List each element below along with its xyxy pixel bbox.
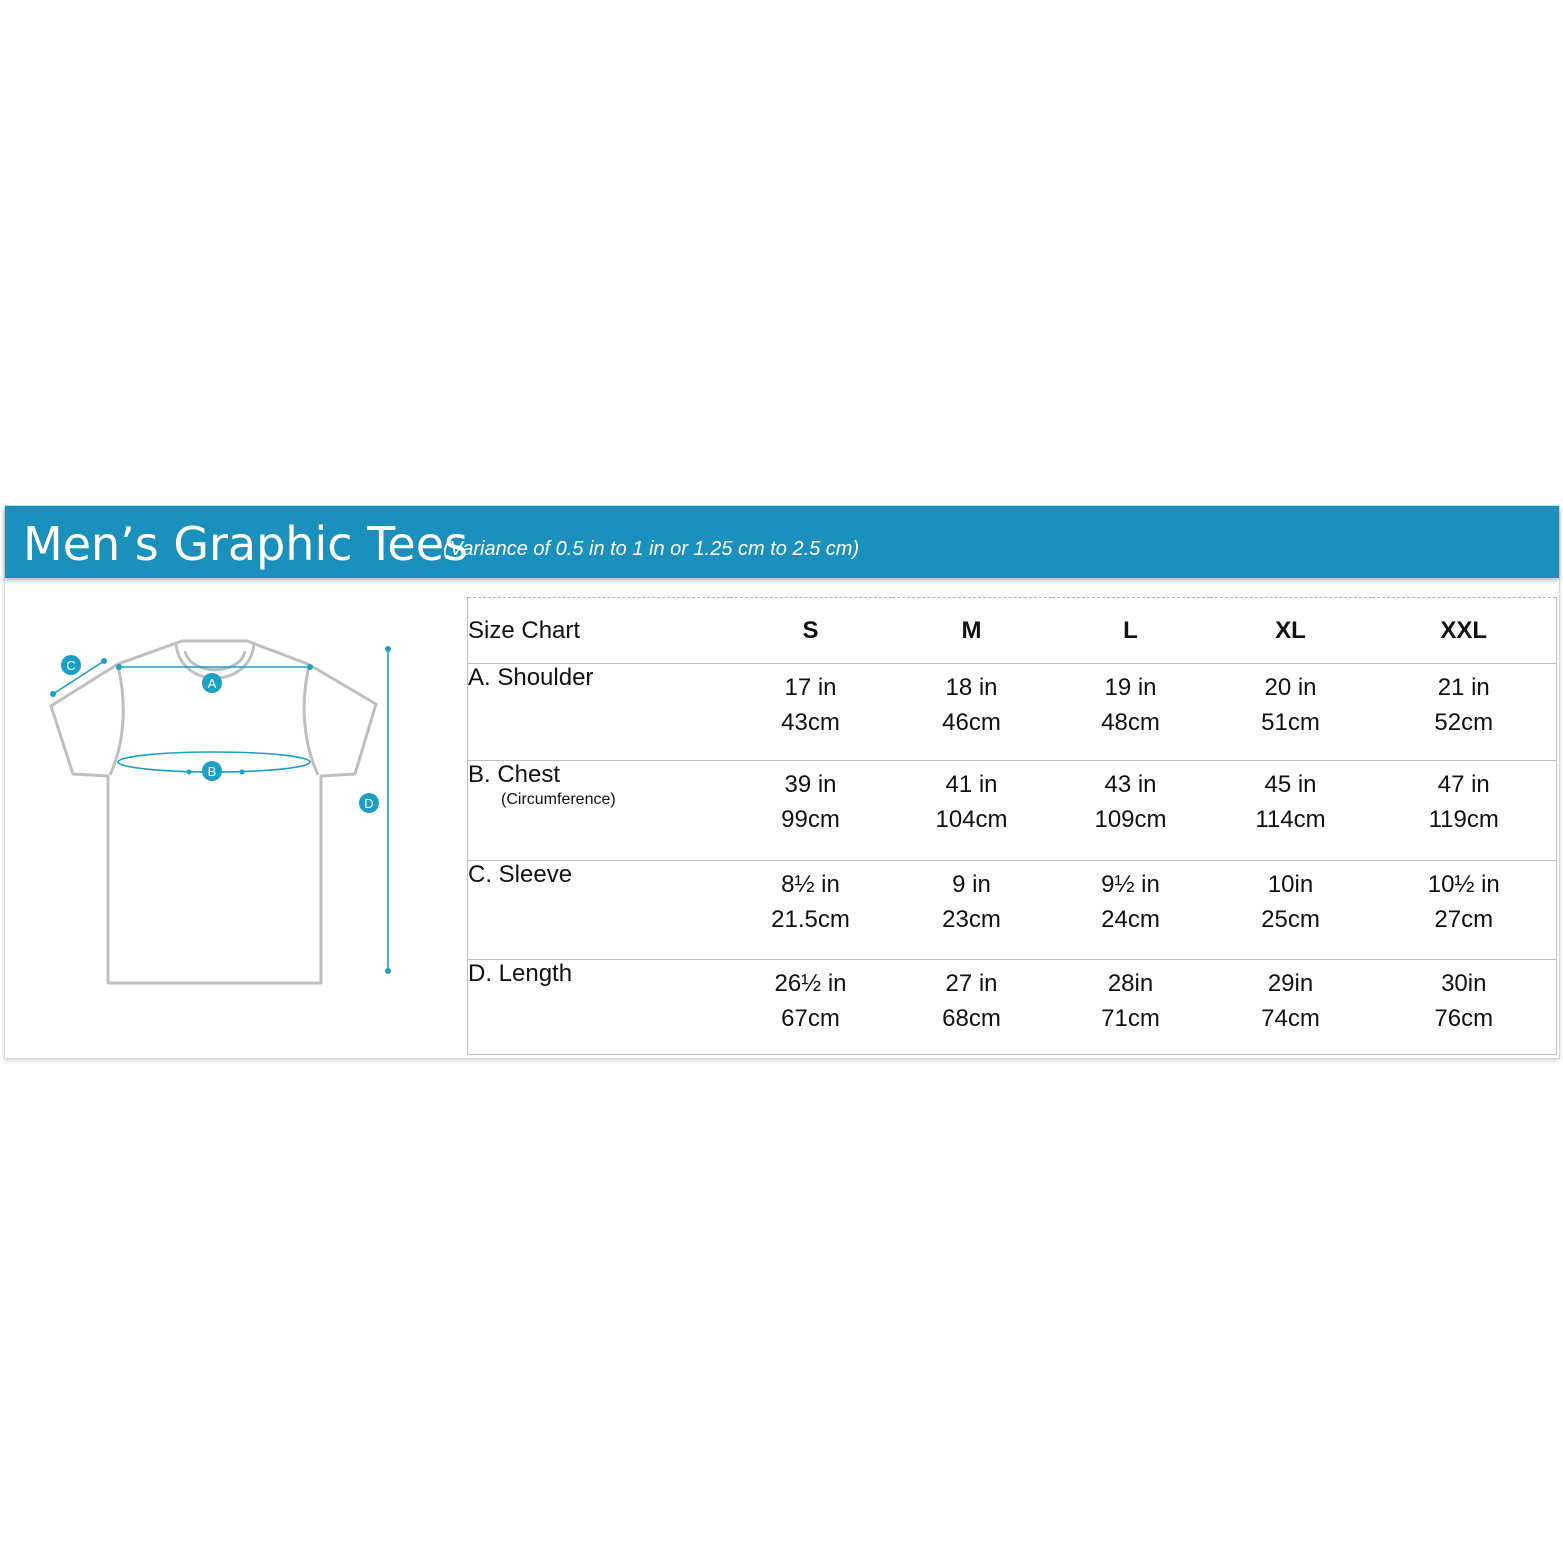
value-cell: [730, 664, 892, 761]
value-in: 9½ in: [1101, 871, 1160, 898]
value-cm: 23cm: [942, 906, 1001, 933]
value-in: 47 in: [1437, 771, 1490, 798]
value-in: 18 in: [945, 674, 998, 701]
value-cm: 74cm: [1261, 1005, 1320, 1032]
value-in: 21 in: [1437, 674, 1490, 701]
label-b: B: [207, 764, 217, 779]
value-cell: [1210, 664, 1372, 761]
value-cell: [730, 960, 892, 1055]
table-header-row: [468, 598, 1557, 664]
measure-endpoints: [50, 646, 391, 974]
value-in: 26½ in: [774, 970, 847, 997]
value-in: 10½ in: [1427, 871, 1500, 898]
size-chart-header: Size Chart: [468, 598, 730, 664]
value-cell: [1372, 664, 1557, 761]
value-cm: 27cm: [1434, 906, 1494, 933]
measure-lines: [53, 649, 388, 971]
value-cm: 51cm: [1261, 709, 1320, 736]
label-d-badge: [359, 793, 379, 813]
row-label: C. Sleeve: [468, 861, 573, 888]
value-cm: 76cm: [1434, 1005, 1494, 1032]
label-a: A: [207, 676, 217, 691]
value-in: 27 in: [945, 970, 998, 997]
value-cm: 21.5cm: [771, 906, 850, 933]
value-in: 45 in: [1264, 771, 1317, 798]
value-cell: [1372, 960, 1557, 1055]
title-banner: [5, 506, 1559, 578]
table-row-chest: [468, 761, 1557, 861]
row-label: B. Chest: [468, 761, 561, 788]
row-label: A. Shoulder: [468, 664, 594, 691]
value-cell: [892, 664, 1052, 761]
value-cm: 104cm: [935, 806, 1008, 833]
label-a-badge: [202, 673, 222, 693]
row-label-cell: [468, 960, 730, 1055]
value-cm: 114cm: [1255, 806, 1326, 833]
value-cell: [1210, 861, 1372, 960]
size-header-xl: XL: [1210, 598, 1372, 664]
value-cell: [1210, 761, 1372, 861]
size-header-m: M: [892, 598, 1052, 664]
table-row-shoulder: [468, 664, 1557, 761]
value-cell: [892, 761, 1052, 861]
value-cell: [1052, 861, 1210, 960]
value-cell: [1372, 861, 1557, 960]
value-in: 39 in: [784, 771, 837, 798]
value-cm: 43cm: [781, 709, 840, 736]
value-cm: 67cm: [781, 1005, 840, 1032]
value-cm: 46cm: [942, 709, 1001, 736]
label-d: D: [364, 796, 374, 811]
table-row-sleeve: [468, 861, 1557, 960]
value-cell: [892, 960, 1052, 1055]
value-cell: [1052, 664, 1210, 761]
value-cm: 99cm: [781, 806, 840, 833]
value-cm: 48cm: [1101, 709, 1160, 736]
value-in: 28in: [1107, 970, 1154, 997]
value-cm: 119cm: [1428, 806, 1499, 833]
value-cell: [1052, 761, 1210, 861]
tshirt-diagram: [40, 625, 400, 995]
size-header-xxl: XXL: [1372, 598, 1557, 664]
value-in: 43 in: [1104, 771, 1157, 798]
value-cm: 109cm: [1094, 806, 1167, 833]
value-cm: 68cm: [942, 1005, 1001, 1032]
value-cm: 52cm: [1434, 709, 1494, 736]
value-cell: [1210, 960, 1372, 1055]
value-cell: [730, 761, 892, 861]
value-in: 19 in: [1104, 674, 1157, 701]
value-in: 17 in: [784, 674, 837, 701]
row-label-cell: [468, 861, 730, 960]
value-cm: 71cm: [1101, 1005, 1160, 1032]
size-header-l: L: [1052, 598, 1210, 664]
value-in: 20 in: [1264, 674, 1317, 701]
chart-subtitle: (Variance of 0.5 in to 1 in or 1.25 cm to 2.5 cm): [443, 538, 860, 560]
row-label-cell: [468, 761, 730, 861]
size-header-s: S: [730, 598, 892, 664]
table-row-length: [468, 960, 1557, 1055]
value-in: 9 in: [952, 871, 991, 898]
label-b-badge: [202, 761, 222, 781]
label-c-badge: [61, 655, 81, 675]
value-in: 41 in: [945, 771, 998, 798]
row-label-cell: [468, 664, 730, 761]
value-in: 29in: [1267, 970, 1314, 997]
value-cell: [730, 861, 892, 960]
value-in: 8½ in: [781, 871, 840, 898]
row-label: D. Length: [468, 960, 573, 987]
value-in: 30in: [1441, 970, 1487, 997]
value-cell: [1372, 761, 1557, 861]
value-cm: 24cm: [1101, 906, 1160, 933]
value-cm: 25cm: [1261, 906, 1320, 933]
value-cell: [892, 861, 1052, 960]
row-note: (Circumference): [501, 791, 616, 808]
value-in: 10in: [1267, 871, 1314, 898]
chart-title: Men’s Graphic Tees: [23, 517, 468, 571]
size-table: [467, 597, 1557, 1055]
value-cell: [1052, 960, 1210, 1055]
label-c: C: [66, 658, 76, 673]
